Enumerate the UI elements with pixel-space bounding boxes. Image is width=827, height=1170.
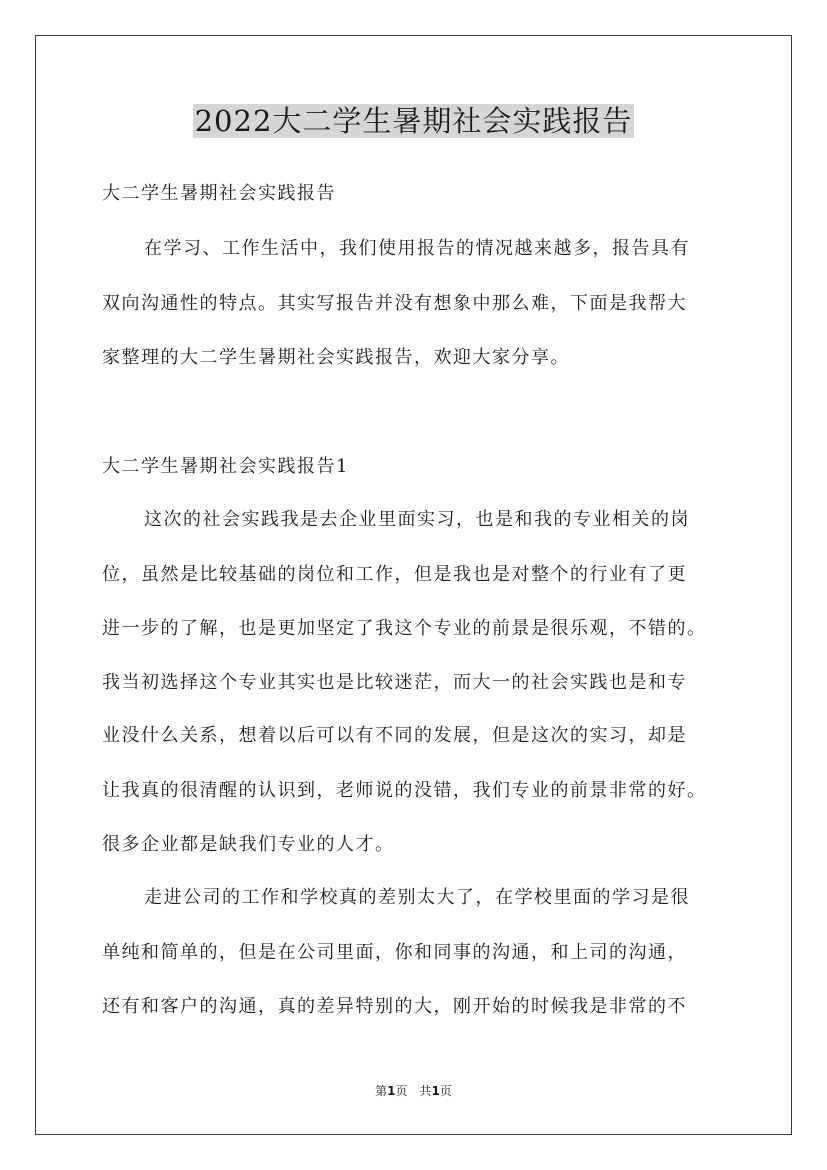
- footer-page-total: 1: [431, 1084, 440, 1098]
- page-footer: [0, 1083, 827, 1099]
- paragraph-line: 双向沟通性的特点。其实写报告并没有想象中那么难，下面是我帮大: [102, 293, 687, 314]
- section-heading: 大二学生暑期社会实践报告: [102, 183, 336, 204]
- paragraph-line: 业没什么关系，想着以后可以有不同的发展，但是这次的实习，却是: [102, 725, 687, 746]
- document-title: [0, 101, 827, 141]
- footer-mid: 页 共: [395, 1084, 432, 1098]
- paragraph-line: 进一步的了解，也是更加坚定了我这个专业的前景是很乐观，不错的。: [102, 618, 707, 639]
- paragraph-line: 很多企业都是缺我们专业的人才。: [102, 834, 395, 855]
- footer-suffix: 页: [439, 1084, 452, 1098]
- paragraph-line: 家整理的大二学生暑期社会实践报告，欢迎大家分享。: [102, 347, 570, 368]
- paragraph-line: 在学习、工作生活中，我们使用报告的情况越来越多，报告具有: [144, 238, 690, 259]
- paragraph-line: 这次的社会实践我是去企业里面实习，也是和我的专业相关的岗: [144, 509, 690, 530]
- paragraph-line: 走进公司的工作和学校真的差别太大了，在学校里面的学习是很: [144, 887, 690, 908]
- paragraph-line: 还有和客户的沟通，真的差异特别的大，刚开始的时候我是非常的不: [102, 996, 687, 1017]
- section-heading: 大二学生暑期社会实践报告1: [102, 456, 349, 477]
- paragraph-line: 我当初选择这个专业其实也是比较迷茫，而大一的社会实践也是和专: [102, 672, 687, 693]
- footer-prefix: 第: [375, 1084, 388, 1098]
- paragraph-line: 让我真的很清醒的认识到，老师说的没错，我们专业的前景非常的好。: [102, 780, 707, 801]
- footer-page-number: 1: [387, 1084, 396, 1098]
- paragraph-line: 位，虽然是比较基础的岗位和工作，但是我也是对整个的行业有了更: [102, 564, 687, 585]
- paragraph-line: 单纯和简单的，但是在公司里面，你和同事的沟通，和上司的沟通，: [102, 942, 687, 963]
- document-title-text: 2022大二学生暑期社会实践报告: [194, 104, 633, 138]
